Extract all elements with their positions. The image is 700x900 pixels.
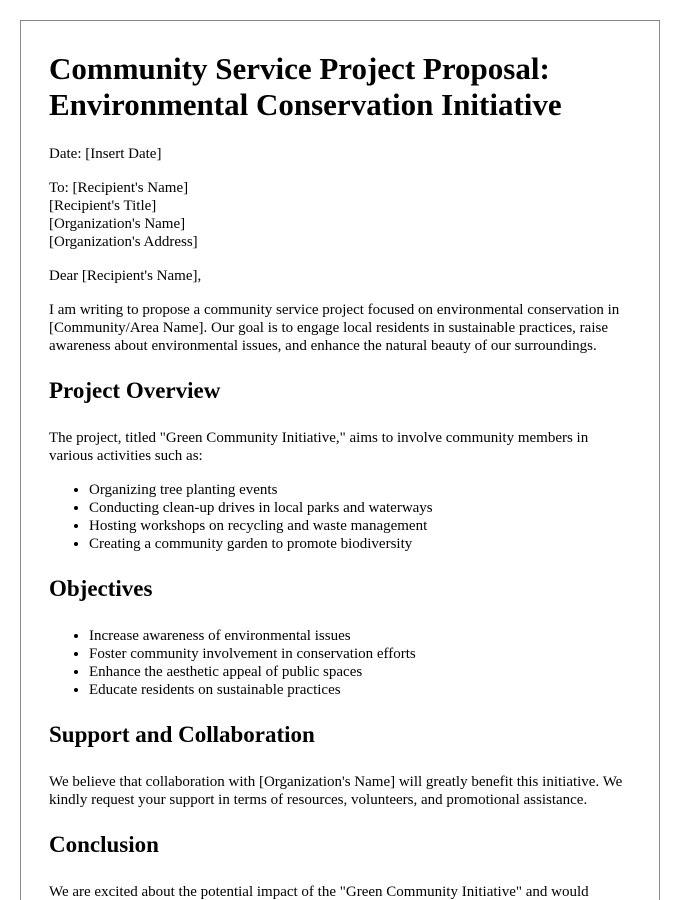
section-heading-overview: Project Overview	[49, 378, 221, 403]
objectives-list	[49, 627, 634, 699]
list-item: • Foster community involvement in conservation efforts	[89, 645, 634, 663]
page-title	[49, 51, 634, 123]
list-item: • Creating a community garden to promote biodiversity	[89, 535, 634, 553]
date-line: Date: [Insert Date]	[49, 146, 162, 162]
list-item: • Organizing tree planting events	[89, 481, 634, 499]
list-item: • Educate residents on sustainable practices	[89, 681, 634, 699]
list-item: • Hosting workshops on recycling and waste management	[89, 517, 634, 535]
organization-address: [Organization's Address]	[49, 234, 198, 250]
title-line-1: Community Service Project Proposal:	[49, 51, 550, 86]
recipient-name: To: [Recipient's Name]	[49, 180, 189, 196]
salutation: Dear [Recipient's Name],	[49, 268, 202, 284]
letter-page	[20, 20, 660, 900]
intro-paragraph: I am writing to propose a community service project focused on environmental conservation in [Community/Area Name]. Our goal is to engage local residents in sustainable practices, raise awareness about environmental issues, and enhance the natural beauty of our surroundings.	[49, 302, 620, 354]
support-paragraph: We believe that collaboration with [Organization's Name] will greatly benefit this initiative. We kindly request your support in terms of resources, volunteers, and promotional assistance.	[49, 774, 623, 808]
organization-name: [Organization's Name]	[49, 216, 186, 232]
section-heading-support: Support and Collaboration	[49, 722, 315, 747]
list-item: • Increase awareness of environmental issues	[89, 627, 634, 645]
overview-list	[49, 481, 634, 553]
title-line-2: Environmental Conservation Initiative	[49, 87, 562, 122]
list-item: • Enhance the aesthetic appeal of public spaces	[89, 663, 634, 681]
letter-content	[49, 51, 634, 900]
list-item: • Conducting clean-up drives in local parks and waterways	[89, 499, 634, 517]
recipient-title: [Recipient's Title]	[49, 198, 157, 214]
section-heading-conclusion: Conclusion	[49, 832, 159, 857]
overview-paragraph: The project, titled "Green Community Initiative," aims to involve community members in various activities such as:	[49, 430, 589, 464]
section-heading-objectives: Objectives	[49, 576, 153, 601]
conclusion-paragraph: We are excited about the potential impact of the "Green Community Initiative" and would	[49, 884, 589, 900]
recipient-block	[49, 179, 634, 251]
